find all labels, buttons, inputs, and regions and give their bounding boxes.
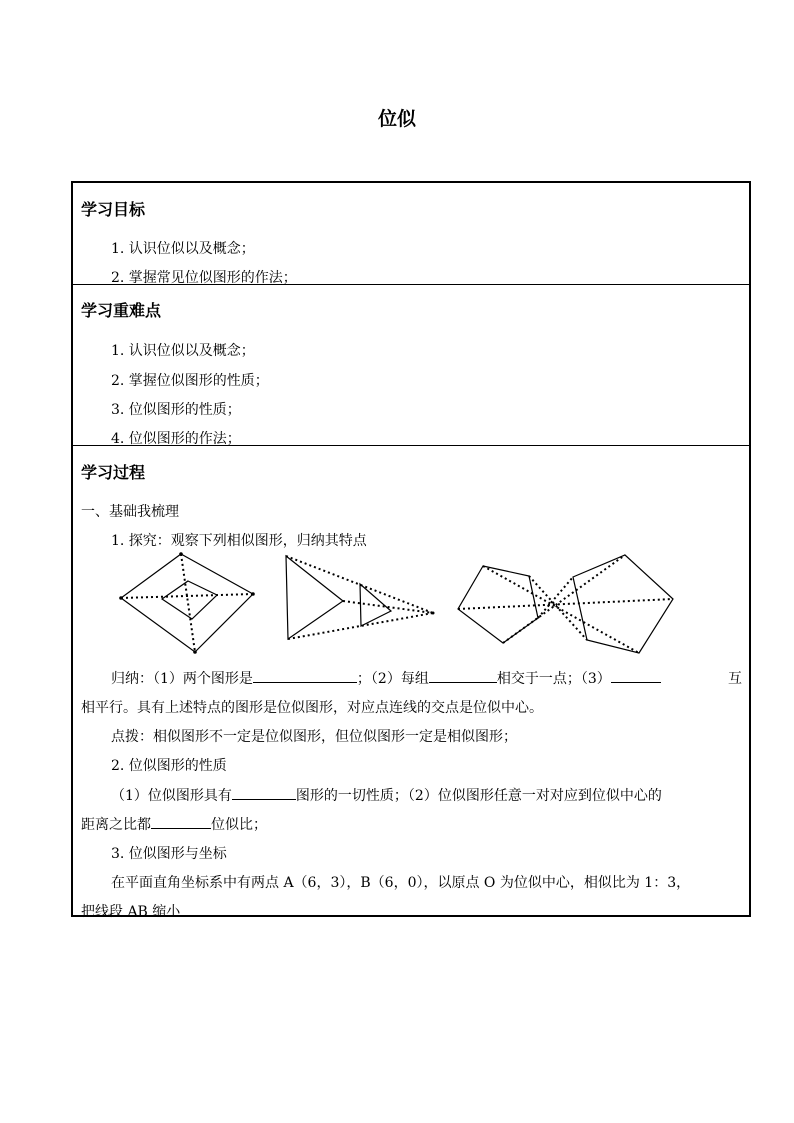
summary-text-2: ；（2）每组 bbox=[356, 671, 429, 687]
summary-text-3: 相交于一点；（3） bbox=[496, 671, 611, 687]
right-pentagon bbox=[573, 555, 673, 653]
key-points-section bbox=[73, 284, 749, 445]
explore-text: 1. 探究：观察下列相似图形，归纳其特点 bbox=[111, 533, 367, 549]
property-text-3: 距离之比都 bbox=[81, 817, 151, 833]
key-point-item-2: 2. 掌握位似图形的性质； bbox=[111, 373, 269, 389]
large-triangle bbox=[286, 556, 343, 639]
blank-property[interactable] bbox=[232, 785, 296, 800]
property-heading: 2. 位似图形的性质 bbox=[111, 758, 227, 774]
coordinate-heading: 3. 位似图形与坐标 bbox=[111, 846, 227, 862]
summary-line-1 bbox=[111, 668, 661, 688]
blank-similar[interactable] bbox=[253, 668, 357, 683]
blank-corresponding[interactable] bbox=[429, 668, 497, 683]
tip-text: 点拨：相似图形不一定是位似图形，但位似图形一定是相似图形； bbox=[111, 729, 517, 745]
summary-text-4: 互 bbox=[728, 671, 742, 687]
coordinate-text-1: 在平面直角坐标系中有两点 A（6，3），B（6，0），以原点 O 为位似中心，相似比为 1：3， bbox=[111, 875, 691, 891]
blank-ratio[interactable] bbox=[151, 814, 211, 829]
lesson-table bbox=[71, 181, 751, 920]
property-text-4: 位似比； bbox=[211, 817, 267, 833]
key-point-item-4: 4. 位似图形的作法； bbox=[111, 431, 241, 447]
similar-figures-diagram bbox=[113, 546, 713, 658]
left-pentagon bbox=[458, 566, 538, 643]
goal-item-2: 2. 掌握常见位似图形的作法； bbox=[111, 270, 297, 286]
goals-heading: 学习目标 bbox=[81, 200, 146, 219]
key-point-item-3: 3. 位似图形的性质； bbox=[111, 402, 241, 418]
goals-section bbox=[73, 183, 749, 284]
process-heading: 学习过程 bbox=[81, 463, 146, 482]
summary-text-1: 归纳：（1）两个图形是 bbox=[111, 671, 253, 687]
goal-item-1: 1. 认识位似以及概念； bbox=[111, 241, 255, 257]
page-title: 位似 bbox=[377, 108, 416, 130]
property-text-1: （1）位似图形具有 bbox=[111, 788, 232, 804]
blank-parallel[interactable] bbox=[611, 668, 661, 683]
summary-line-2: 相平行。具有上述特点的图形是位似图形，对应点连线的交点是位似中心。 bbox=[81, 700, 543, 716]
outer-quadrilateral bbox=[121, 554, 253, 652]
inner-quadrilateral bbox=[162, 581, 217, 619]
key-points-heading: 学习重难点 bbox=[81, 301, 162, 320]
property-text-2: 图形的一切性质；（2）位似图形任意一对对应到位似中心的 bbox=[295, 788, 662, 804]
property-line-2 bbox=[81, 814, 267, 834]
key-point-item-1: 1. 认识位似以及概念； bbox=[111, 343, 255, 359]
property-line-1 bbox=[111, 785, 662, 805]
process-section bbox=[73, 445, 749, 920]
part1-heading: 一、基础我梳理 bbox=[81, 504, 179, 520]
coordinate-text-2: 把线段 AB 缩小 bbox=[81, 904, 181, 920]
